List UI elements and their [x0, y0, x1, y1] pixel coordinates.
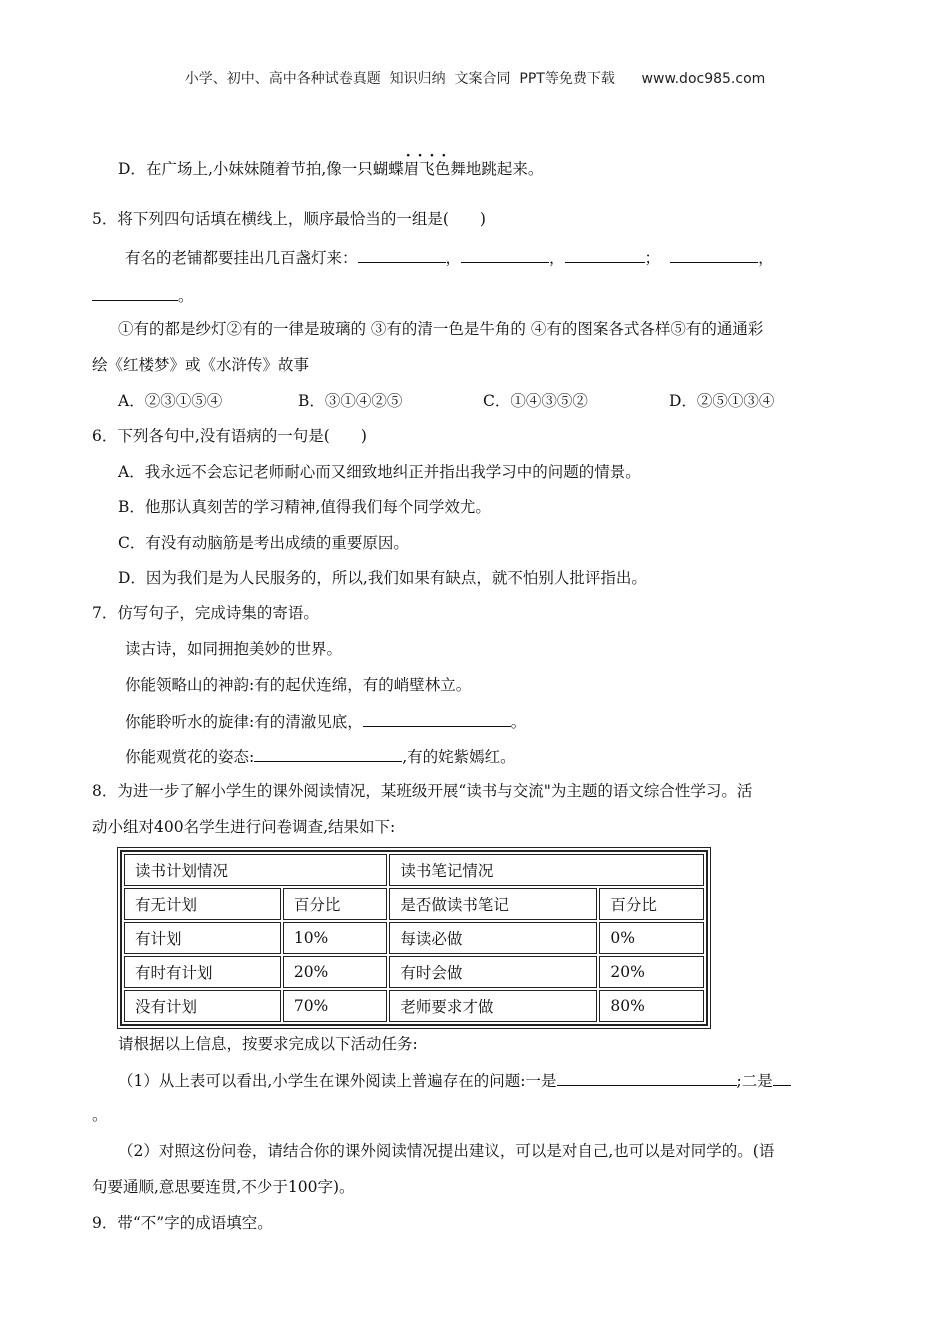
table-cell: 有时会做 [389, 956, 597, 988]
table-header-cell: 有无计划 [124, 888, 281, 920]
q4-option-d-before: 在广场上,小妹妹随着节拍,像一只蝴蝶 [145, 160, 404, 178]
table-row [124, 956, 704, 988]
q7-stem: 7．仿写句子，完成诗集的寄语。 [92, 604, 319, 622]
q5-option-a: A．②③①⑤④ [118, 392, 223, 410]
q5-sentences-2: 绘《红楼梦》或《水浒传》故事 [92, 356, 310, 374]
q5-sentences-1: ①有的都是纱灯②有的一律是玻璃的 ③有的清一色是牛角的 ④有的图案各式各样⑤有的通通彩 [118, 320, 764, 338]
table-cell: 老师要求才做 [389, 990, 597, 1022]
table-header-row [124, 888, 704, 920]
q5-blank-3[interactable] [565, 246, 645, 263]
q5-sep: ， [758, 249, 774, 267]
q5-blank-4[interactable] [670, 246, 758, 263]
q8-task-1-mid: ;二是 [736, 1072, 773, 1090]
q7-blank-1[interactable] [363, 710, 511, 727]
q8-task-1-end: 。 [92, 1106, 108, 1124]
table-cell: 70% [283, 990, 388, 1022]
table-header-cell: 百分比 [283, 888, 388, 920]
table-cell: 有计划 [124, 922, 281, 954]
q8-stem-2: 动小组对400名学生进行问卷调查,结果如下: [92, 818, 396, 836]
q8-task-2-line-1: （2）对照这份问卷，请结合你的课外阅读情况提出建议，可以是对自己,也可以是对同学的。(语 [118, 1142, 775, 1160]
table-row [124, 990, 704, 1022]
table-cell: 每读必做 [389, 922, 597, 954]
q8-blank-2[interactable] [773, 1069, 791, 1086]
q6-option-d: D．因为我们是为人民服务的，所以,我们如果有缺点，就不怕别人批评指出。 [118, 569, 647, 587]
q5-end: 。 [178, 287, 194, 305]
q7-line-2: 你能领略山的神韵:有的起伏连绵，有的峭壁林立。 [125, 676, 472, 694]
q5-option-b: B．③①④②⑤ [298, 392, 403, 410]
q5-blank-5[interactable] [92, 284, 178, 301]
q6-option-c: C．有没有动脑筋是考出成绩的重要原因。 [118, 534, 409, 552]
q8-task-intro: 请根据以上信息，按要求完成以下活动任务: [118, 1035, 418, 1053]
q5-intro: 有名的老铺都要挂出几百盏灯来： [125, 249, 358, 267]
q5-blank-2[interactable] [461, 246, 549, 263]
table-header-cell: 是否做读书笔记 [389, 888, 597, 920]
q9-stem: 9．带“不”字的成语填空。 [92, 1214, 273, 1232]
table-row [124, 922, 704, 954]
table-cell: 0% [599, 922, 704, 954]
table-cell: 10% [283, 922, 388, 954]
q5-stem: 5．将下列四句话填在横线上，顺序最恰当的一组是( ) [92, 210, 486, 228]
table-cell: 20% [283, 956, 388, 988]
q8-task-2-line-2: 句要通顺,意思要连贯,不少于100字)。 [92, 1178, 355, 1196]
q4-option-d-label: D． [118, 160, 146, 178]
table-header-cell: 百分比 [599, 888, 704, 920]
table-group-header: 读书计划情况 [124, 854, 387, 886]
table-group-header: 读书笔记情况 [389, 854, 704, 886]
q7-line-3-end: 。 [510, 713, 527, 731]
q4-option-d [118, 158, 543, 180]
q5-sep: ， [445, 249, 462, 267]
q5-option-c: C．①④③⑤② [483, 392, 588, 410]
q5-intro-line [125, 246, 774, 269]
q8-blank-1[interactable] [557, 1069, 737, 1086]
table-cell: 没有计划 [124, 990, 281, 1022]
q6-option-a: A．我永远不会忘记老师耐心而又细致地纠正并指出我学习中的问题的情景。 [118, 463, 641, 481]
table-group-row [124, 854, 704, 886]
q5-blank-line [92, 284, 194, 307]
q6-option-b: B．他那认真刻苦的学习精神,值得我们每个同学效尤。 [118, 498, 491, 516]
survey-table [120, 850, 708, 1026]
q7-line-3-text: 你能聆听水的旋律:有的清澈见底， [125, 713, 363, 731]
q7-line-4-text: 你能观赏花的姿态: [125, 748, 255, 766]
q5-sep: ， [549, 249, 565, 267]
q7-line-4-end: ,有的姹紫嫣红。 [402, 748, 516, 766]
q8-task-1-text: （1）从上表可以看出,小学生在课外阅读上普遍存在的问题:一是 [118, 1072, 557, 1090]
table-cell: 20% [599, 956, 704, 988]
q4-option-d-after: 地跳起来。 [465, 160, 544, 178]
page-header: 小学、初中、高中各种试卷真题 知识归纳 文案合同 PPT等免费下载 www.doc985.com [184, 71, 766, 87]
table-cell: 有时有计划 [124, 956, 281, 988]
q7-line-1: 读古诗，如同拥抱美妙的世界。 [125, 640, 343, 658]
q7-blank-2[interactable] [254, 745, 402, 762]
q8-stem-1: 8．为进一步了解小学生的课外阅读情况，某班级开展“读书与交流"为主题的语文综合性学习。活 [92, 782, 753, 800]
q4-dotted-idiom: · · · · 眉飞色舞 [404, 158, 466, 180]
q5-option-d: D．②⑤①③④ [669, 392, 775, 410]
q7-line-4 [125, 745, 516, 768]
q5-blank-1[interactable] [358, 246, 446, 263]
q6-stem: 6．下列各句中,没有语病的一句是( ) [92, 427, 367, 445]
q7-line-3 [125, 710, 526, 733]
q8-task-1 [118, 1069, 791, 1092]
q5-sep: ； [644, 249, 661, 267]
table-cell: 80% [599, 990, 704, 1022]
